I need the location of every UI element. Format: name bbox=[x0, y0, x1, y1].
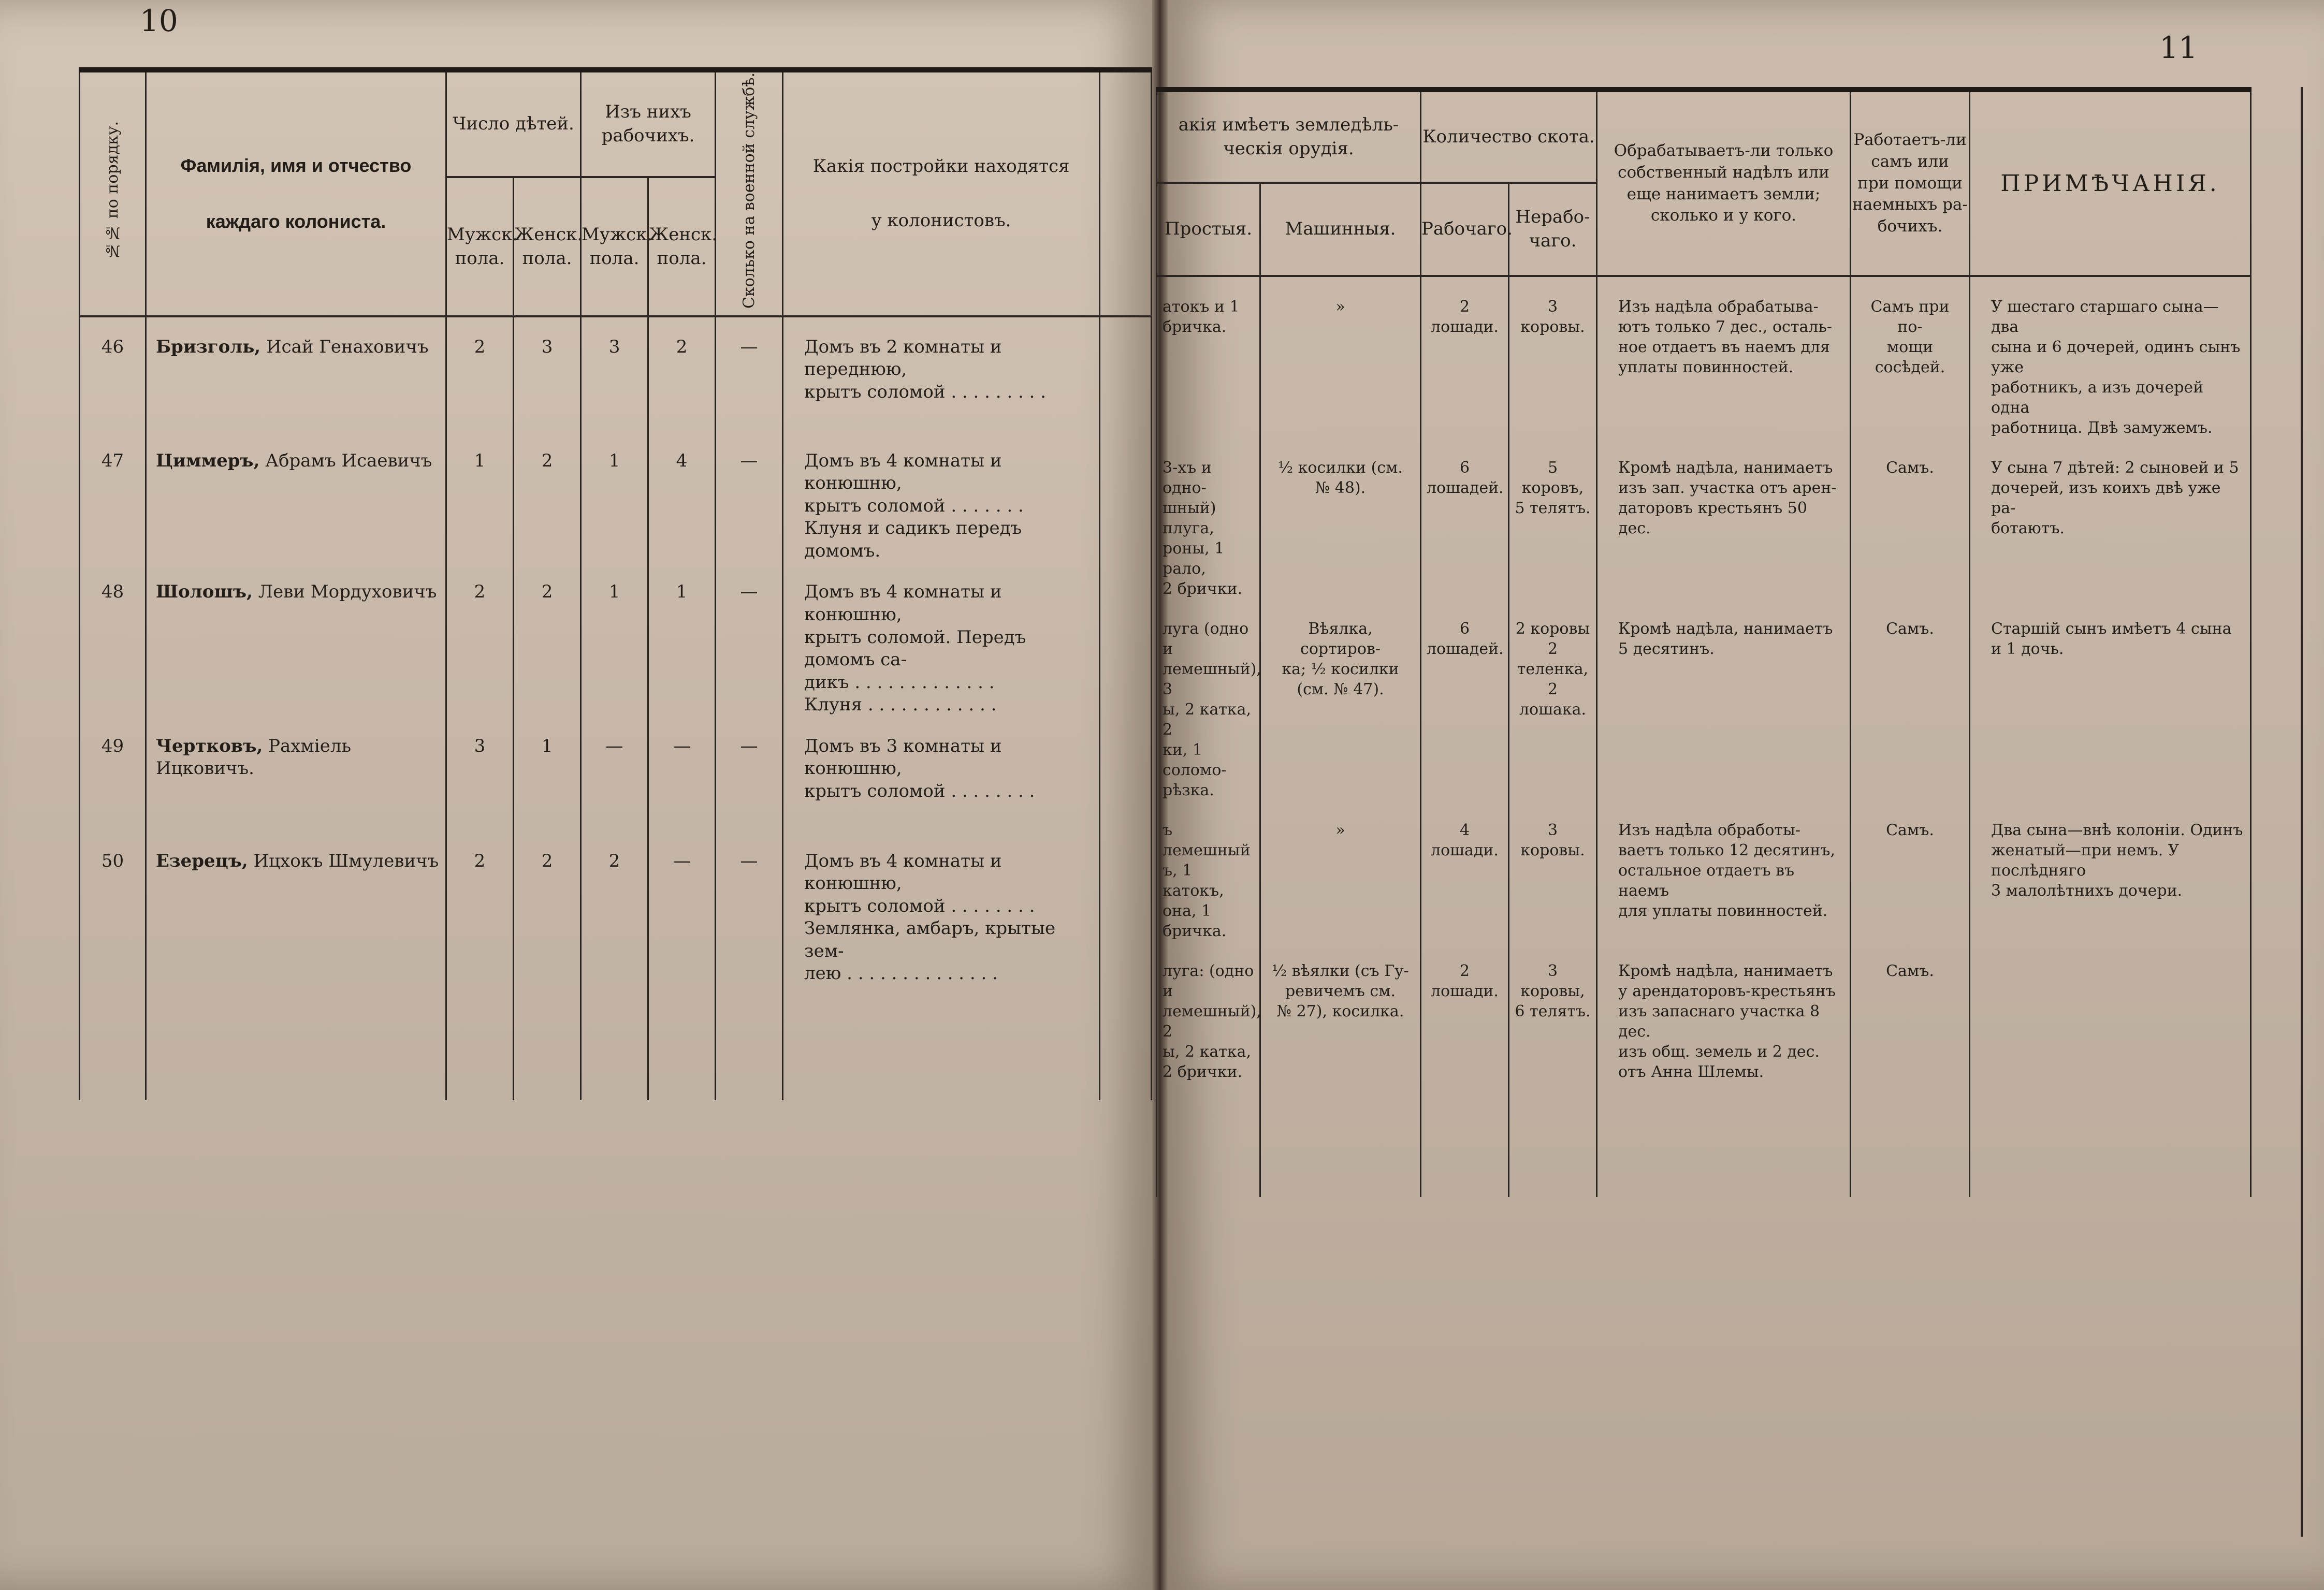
text-line: ное отдаетъ въ наемъ для bbox=[1618, 338, 1830, 356]
text-line: атокъ и 1 bbox=[1163, 298, 1240, 316]
row-number: 46 bbox=[80, 316, 146, 431]
text-line: ½ косилки (см. bbox=[1278, 459, 1403, 477]
cattle-nonworking bbox=[1509, 276, 1597, 438]
header-name: Фамилія, имя и отчество каждаго колониста. bbox=[146, 70, 446, 316]
table-row bbox=[80, 431, 1152, 563]
empty-cell bbox=[1100, 985, 1152, 1100]
text-line: Самъ. bbox=[1886, 459, 1934, 477]
hired-labour bbox=[1851, 941, 1970, 1082]
header-hired: Работаетъ-ли самъ или при помощи наемныхъ ра- бочихъ. bbox=[1851, 90, 1970, 276]
text-line: работница. Двѣ замужемъ. bbox=[1991, 419, 2213, 437]
text-line: ютъ только 7 дес., осталь- bbox=[1618, 318, 1832, 336]
text-line: (см. № 47). bbox=[1297, 680, 1384, 698]
text-line: Изъ надѣла обработы- bbox=[1618, 821, 1801, 839]
tools-machine bbox=[1260, 438, 1421, 599]
hired-labour bbox=[1851, 438, 1970, 599]
header-tools-machine: Машинныя. bbox=[1260, 183, 1421, 276]
text-line: Домъ въ 4 комнаты и конюшню, bbox=[804, 850, 1002, 894]
text-line: 2 брички. bbox=[1163, 1063, 1242, 1081]
header-cut-off bbox=[1100, 70, 1152, 316]
buildings bbox=[783, 316, 1100, 431]
text-line: изъ зап. участка отъ арен- bbox=[1618, 479, 1837, 497]
text-line: » bbox=[1335, 298, 1345, 316]
colonist-name bbox=[146, 316, 446, 431]
surname: Циммеръ, bbox=[156, 450, 260, 471]
military-service: — bbox=[716, 431, 783, 563]
workers-female: 4 bbox=[648, 431, 716, 563]
text-line: ъ лемешный bbox=[1163, 821, 1251, 859]
text-line: Домъ въ 2 комнаты и переднюю, bbox=[804, 336, 1002, 380]
header-workers-female: Женск. пола. bbox=[648, 177, 716, 316]
table-row bbox=[80, 562, 1152, 716]
header-military: Сколько на военной службѣ. bbox=[716, 70, 783, 316]
text-line: Клуня и садикъ передъ домомъ. bbox=[804, 518, 1022, 561]
text-line: Домъ въ 3 комнаты и конюшню, bbox=[804, 735, 1002, 779]
cattle-working: 2 лошади. bbox=[1421, 941, 1509, 1082]
text-line: 3 коровы. bbox=[1520, 821, 1585, 859]
text-line: 2 брички. bbox=[1163, 580, 1242, 598]
text-line: ревичемъ см. bbox=[1285, 982, 1396, 1000]
text-line: 2 лошака. bbox=[1519, 680, 1587, 719]
colonist-name bbox=[146, 717, 446, 832]
colonist-name bbox=[146, 431, 446, 563]
text-line: Клуня . . . . . . . . . . . . bbox=[804, 694, 997, 716]
text-line: Самъ. bbox=[1886, 821, 1934, 839]
tools-machine bbox=[1260, 941, 1421, 1082]
table-row bbox=[1157, 599, 2251, 800]
empty-cell bbox=[1851, 1082, 1970, 1197]
text-line: Вѣялка, сортиров- bbox=[1300, 620, 1381, 658]
text-line: лемешный), 2 bbox=[1163, 1002, 1261, 1041]
tools-machine bbox=[1260, 800, 1421, 941]
land-use bbox=[1597, 800, 1851, 941]
empty-cell bbox=[1421, 1082, 1509, 1197]
sons-count: 3 bbox=[446, 717, 514, 832]
cattle-nonworking bbox=[1509, 800, 1597, 941]
cut-off-cell bbox=[1100, 832, 1152, 985]
text-line: лею . . . . . . . . . . . . . . bbox=[804, 963, 998, 984]
table-row bbox=[1157, 800, 2251, 941]
text-line: ки, 1 соломо- bbox=[1163, 741, 1227, 779]
empty-cell bbox=[716, 985, 783, 1100]
text-line: 3-хъ и одно- bbox=[1163, 459, 1212, 497]
land-use bbox=[1597, 276, 1851, 438]
text-line: дикъ . . . . . . . . . . . . . bbox=[804, 672, 995, 693]
header-tools-simple: Простыя. bbox=[1157, 183, 1260, 276]
daughters-count: 2 bbox=[514, 431, 581, 563]
workers-male: 1 bbox=[581, 562, 648, 716]
cut-off-cell bbox=[1100, 431, 1152, 563]
military-service: — bbox=[716, 832, 783, 985]
text-line: бричка. bbox=[1163, 318, 1227, 336]
empty-cell bbox=[581, 985, 648, 1100]
right-register-table bbox=[1156, 87, 2252, 1197]
text-line: 2 теленка, bbox=[1517, 640, 1589, 678]
land-use bbox=[1597, 599, 1851, 800]
text-line: ъ, 1 катокъ, bbox=[1163, 862, 1224, 900]
workers-female: 1 bbox=[648, 562, 716, 716]
text-line: Изъ надѣла обрабатыва- bbox=[1618, 298, 1819, 316]
text-line: ка; ½ косилки bbox=[1282, 660, 1399, 678]
header-workers: Изъ нихъ рабочихъ. bbox=[581, 70, 716, 177]
text-line: Кромѣ надѣла, нанимаетъ bbox=[1618, 459, 1833, 477]
given-name: Леви Мордуховичъ bbox=[258, 581, 437, 603]
text-line: и 1 дочь. bbox=[1991, 640, 2064, 658]
given-name: Исай Генаховичъ bbox=[266, 336, 429, 357]
cattle-working: 6 лошадей. bbox=[1421, 599, 1509, 800]
daughters-count: 1 bbox=[514, 717, 581, 832]
text-line: Самъ при по- bbox=[1870, 298, 1950, 336]
buildings bbox=[783, 717, 1100, 832]
empty-cell bbox=[648, 985, 716, 1100]
header-children: Число дѣтей. bbox=[446, 70, 581, 177]
right-page-edge-rule bbox=[2301, 87, 2303, 1537]
land-use bbox=[1597, 438, 1851, 599]
text-line: Домъ въ 4 комнаты и конюшню, bbox=[804, 581, 1002, 625]
empty-cell bbox=[1260, 1082, 1421, 1197]
cattle-working: 2 лошади. bbox=[1421, 276, 1509, 438]
table-row bbox=[1157, 438, 2251, 599]
military-service: — bbox=[716, 562, 783, 716]
left-register-table bbox=[79, 67, 1152, 1100]
text-line: дочерей, изъ коихъ двѣ уже ра- bbox=[1991, 479, 2221, 517]
notes bbox=[1970, 941, 2251, 1082]
text-line: Самъ. bbox=[1886, 620, 1934, 638]
text-line: лемешный), 3 bbox=[1163, 660, 1261, 698]
military-service: — bbox=[716, 316, 783, 431]
table-row bbox=[1157, 941, 2251, 1082]
buildings bbox=[783, 431, 1100, 563]
text-line: крытъ соломой . . . . . . . . bbox=[804, 895, 1035, 916]
empty-row-space bbox=[1157, 1082, 2251, 1197]
notes bbox=[1970, 438, 2251, 599]
given-name: Ицхокъ Шмулевичъ bbox=[253, 850, 439, 871]
text-line: ы, 2 катка, bbox=[1163, 1043, 1251, 1061]
workers-male: 1 bbox=[581, 431, 648, 563]
text-line: для уплаты повинностей. bbox=[1618, 902, 1828, 920]
daughters-count: 2 bbox=[514, 832, 581, 985]
text-line: изъ запаснаго участка 8 дес. bbox=[1618, 1002, 1820, 1041]
military-service: — bbox=[716, 717, 783, 832]
workers-female: — bbox=[648, 832, 716, 985]
sons-count: 2 bbox=[446, 832, 514, 985]
cut-off-cell bbox=[1100, 717, 1152, 832]
cattle-nonworking bbox=[1509, 941, 1597, 1082]
text-line: 3 коровы, bbox=[1520, 962, 1585, 1000]
text-line: Кромѣ надѣла, нанимаетъ bbox=[1618, 962, 1833, 980]
text-line: Кромѣ надѣла, нанимаетъ bbox=[1618, 620, 1833, 638]
workers-female: — bbox=[648, 717, 716, 832]
notes bbox=[1970, 800, 2251, 941]
text-line: ½ вѣялки (съ Гу- bbox=[1272, 962, 1409, 980]
tools-simple bbox=[1157, 438, 1260, 599]
text-line: ваетъ только 12 десятинъ, bbox=[1618, 841, 1836, 859]
cattle-working: 4 лошади. bbox=[1421, 800, 1509, 941]
text-line: Землянка, амбаръ, крытые зем- bbox=[804, 918, 1056, 961]
workers-male: 2 bbox=[581, 832, 648, 985]
table-row bbox=[1157, 276, 2251, 438]
table-row bbox=[80, 717, 1152, 832]
text-line: ботаютъ. bbox=[1991, 519, 2065, 537]
row-number: 47 bbox=[80, 431, 146, 563]
text-line: ы, 2 катка, 2 bbox=[1163, 701, 1251, 739]
text-line: женатый—при немъ. У послѣдняго bbox=[1991, 841, 2180, 880]
text-line: луга: (одно и bbox=[1163, 962, 1254, 1000]
notes bbox=[1970, 276, 2251, 438]
row-number: 48 bbox=[80, 562, 146, 716]
page-number-right: 11 bbox=[2159, 30, 2198, 65]
text-line: 5 десятинъ. bbox=[1618, 640, 1715, 658]
sons-count: 2 bbox=[446, 316, 514, 431]
tools-simple bbox=[1157, 800, 1260, 941]
row-number: 50 bbox=[80, 832, 146, 985]
text-line: крытъ соломой . . . . . . . . bbox=[804, 780, 1035, 801]
given-name: Рахміель Ицковичъ. bbox=[156, 735, 351, 779]
cattle-nonworking bbox=[1509, 438, 1597, 599]
sons-count: 2 bbox=[446, 562, 514, 716]
surname: Шолошъ, bbox=[156, 581, 253, 603]
header-daughters: Женск. пола. bbox=[514, 177, 581, 316]
text-line: » bbox=[1335, 821, 1345, 839]
text-line: Два сына—внѣ колоніи. Одинъ bbox=[1991, 821, 2243, 839]
text-line: луга (одно и bbox=[1163, 620, 1249, 658]
text-line: № 27), косилка. bbox=[1276, 1002, 1404, 1020]
hired-labour bbox=[1851, 599, 1970, 800]
header-notes: ПРИМѢЧАНІЯ. bbox=[1970, 90, 2251, 276]
tools-machine bbox=[1260, 599, 1421, 800]
text-line: изъ общ. земель и 2 дес. bbox=[1618, 1043, 1820, 1061]
text-line: крытъ соломой . . . . . . . bbox=[804, 495, 1024, 516]
header-cattle-working: Рабочаго. bbox=[1421, 183, 1509, 276]
tools-simple bbox=[1157, 276, 1260, 438]
text-line: Домъ въ 4 комнаты и конюшню, bbox=[804, 450, 1002, 494]
empty-cell bbox=[783, 985, 1100, 1100]
tools-simple bbox=[1157, 599, 1260, 800]
text-line: Самъ. bbox=[1886, 962, 1934, 980]
sons-count: 1 bbox=[446, 431, 514, 563]
empty-cell bbox=[1970, 1082, 2251, 1197]
table-row bbox=[80, 316, 1152, 431]
text-line: У сына 7 дѣтей: 2 сыновей и 5 bbox=[1991, 459, 2239, 477]
header-cattle: Количество скота. bbox=[1421, 90, 1597, 183]
text-line: работникъ, а изъ дочерей одна bbox=[1991, 378, 2204, 417]
empty-cell bbox=[146, 985, 446, 1100]
empty-cell bbox=[1157, 1082, 1260, 1197]
empty-cell bbox=[1509, 1082, 1597, 1197]
empty-cell bbox=[446, 985, 514, 1100]
text-line: 3 малолѣтнихъ дочери. bbox=[1991, 882, 2183, 900]
empty-cell bbox=[514, 985, 581, 1100]
text-line: у арендаторовъ-крестьянъ bbox=[1618, 982, 1836, 1000]
header-sons: Мужск. пола. bbox=[446, 177, 514, 316]
text-line: 2 коровы bbox=[1515, 620, 1590, 638]
text-line: даторовъ крестьянъ 50 дес. bbox=[1618, 499, 1807, 537]
text-line: рѣзка. bbox=[1163, 781, 1214, 799]
text-line: 6 телятъ. bbox=[1515, 1002, 1591, 1020]
buildings bbox=[783, 832, 1100, 985]
text-line: уплаты повинностей. bbox=[1618, 358, 1794, 376]
surname: Бризголь, bbox=[156, 336, 261, 357]
page-number-left: 10 bbox=[140, 3, 178, 38]
text-line: Старшій сынъ имѣетъ 4 сына bbox=[1991, 620, 2232, 638]
notes bbox=[1970, 599, 2251, 800]
workers-male: — bbox=[581, 717, 648, 832]
text-line: отъ Анна Шлемы. bbox=[1618, 1063, 1764, 1081]
daughters-count: 2 bbox=[514, 562, 581, 716]
header-tools: акія имѣетъ земледѣль- ческія орудія. bbox=[1157, 90, 1421, 183]
empty-cell bbox=[1597, 1082, 1851, 1197]
empty-row-space bbox=[80, 985, 1152, 1100]
empty-cell bbox=[80, 985, 146, 1100]
surname: Чертковъ, bbox=[156, 735, 263, 756]
text-line: № 48). bbox=[1315, 479, 1366, 497]
hired-labour bbox=[1851, 276, 1970, 438]
text-line: 5 телятъ. bbox=[1515, 499, 1591, 517]
table-row bbox=[80, 832, 1152, 985]
surname: Езерецъ, bbox=[156, 850, 248, 871]
colonist-name bbox=[146, 832, 446, 985]
daughters-count: 3 bbox=[514, 316, 581, 431]
tools-simple bbox=[1157, 941, 1260, 1082]
text-line: она, 1 бричка. bbox=[1163, 902, 1227, 940]
header-buildings: Какія постройки находятся у колонистовъ. bbox=[783, 70, 1100, 316]
tools-machine bbox=[1260, 276, 1421, 438]
text-line: сына и 6 дочерей, одинъ сынъ уже bbox=[1991, 338, 2241, 376]
text-line: У шестаго старшаго сына—два bbox=[1991, 298, 2219, 336]
header-land: Обрабатываетъ-ли только собственный надѣлъ или еще нанимаетъ земли; сколько и у кого. bbox=[1597, 90, 1851, 276]
text-line: крытъ соломой. Передъ домомъ са- bbox=[804, 626, 1026, 670]
cattle-working: 6 лошадей. bbox=[1421, 438, 1509, 599]
given-name: Абрамъ Исаевичъ bbox=[265, 450, 432, 471]
text-line: 3 коровы. bbox=[1520, 298, 1585, 336]
cattle-nonworking bbox=[1509, 599, 1597, 800]
header-workers-male: Мужск. пола. bbox=[581, 177, 648, 316]
text-line: роны, 1 рало, bbox=[1163, 539, 1225, 578]
text-line: крытъ соломой . . . . . . . . . bbox=[804, 381, 1047, 402]
workers-male: 3 bbox=[581, 316, 648, 431]
header-cattle-nonworking: Нерабо- чаго. bbox=[1509, 183, 1597, 276]
text-line: мощи сосѣдей. bbox=[1875, 338, 1945, 376]
land-use bbox=[1597, 941, 1851, 1082]
text-line: шный) плуга, bbox=[1163, 499, 1216, 537]
text-line: 5 коровъ, bbox=[1521, 459, 1584, 497]
colonist-name bbox=[146, 562, 446, 716]
cut-off-cell bbox=[1100, 562, 1152, 716]
buildings bbox=[783, 562, 1100, 716]
row-number: 49 bbox=[80, 717, 146, 832]
hired-labour bbox=[1851, 800, 1970, 941]
workers-female: 2 bbox=[648, 316, 716, 431]
header-order: №№ по порядку. bbox=[80, 70, 146, 316]
cut-off-cell bbox=[1100, 316, 1152, 431]
text-line: остальное отдаетъ въ наемъ bbox=[1618, 862, 1795, 900]
